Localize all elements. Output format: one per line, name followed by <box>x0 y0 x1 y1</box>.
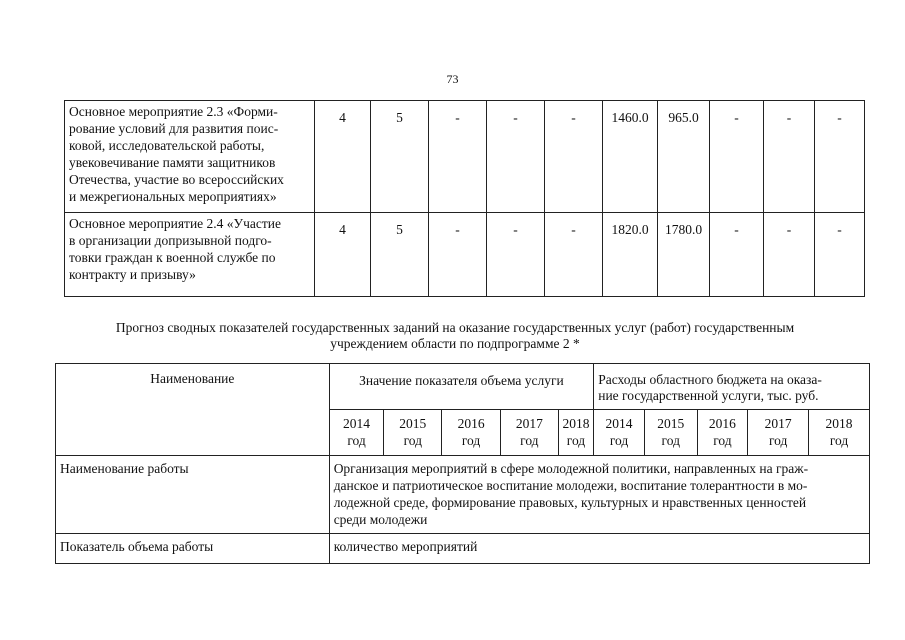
table-cell: - <box>815 101 865 213</box>
table-cell: - <box>710 101 764 213</box>
table-cell: - <box>815 213 865 297</box>
table-cell: - <box>545 101 603 213</box>
table-cell: - <box>764 101 815 213</box>
year-header: 2017 год <box>748 410 809 456</box>
activity-name: Основное мероприятие 2.3 «Форми- рование условий для развития поис- ковой, исследовательской работы, увековечивание памяти защитников Отечества, участие во всероссийских и межрегиональных мероприятиях» <box>65 101 315 213</box>
year-header: 2018 год <box>809 410 870 456</box>
table-cell: 4 <box>315 213 371 297</box>
table-cell: 1460.0 <box>603 101 658 213</box>
table-cell: - <box>764 213 815 297</box>
activities-table <box>64 100 865 297</box>
header-name: Наименование <box>56 364 330 456</box>
activity-name: Основное мероприятие 2.4 «Участие в организации допризывной подго- товки граждан к военной службе по контракту и призыву» <box>65 213 315 297</box>
table-cell: 4 <box>315 101 371 213</box>
table-row <box>65 213 865 297</box>
forecast-table <box>55 363 870 564</box>
page-number: 73 <box>446 72 459 86</box>
table-row <box>65 101 865 213</box>
table-cell: - <box>545 213 603 297</box>
row-label: Показатель объема работы <box>56 534 330 564</box>
forecast-caption: Прогноз сводных показателей государственных заданий на оказание государственных услуг (работ) государственным учреждением области по подпрограмме 2 * <box>115 320 795 351</box>
year-header: 2015 год <box>644 410 697 456</box>
table-cell: 1780.0 <box>658 213 710 297</box>
table-cell: 5 <box>371 101 429 213</box>
row-value: Организация мероприятий в сфере молодежной политики, направленных на граж- данское и патриотическое воспитание молодежи, воспитание толерантности в мо- лодежной среде, формирование правовых, культурных и нравственных ценностей среди молодежи <box>329 456 869 534</box>
year-header: 2015 год <box>384 410 442 456</box>
year-header: 2018 год <box>558 410 593 456</box>
table-cell: - <box>487 213 545 297</box>
row-label: Наименование работы <box>56 456 330 534</box>
year-header: 2016 год <box>697 410 748 456</box>
table-cell: - <box>429 213 487 297</box>
table-cell: - <box>710 213 764 297</box>
table-cell: 965.0 <box>658 101 710 213</box>
table-cell: - <box>487 101 545 213</box>
table-cell: - <box>429 101 487 213</box>
year-header: 2017 год <box>500 410 558 456</box>
year-header: 2016 год <box>442 410 501 456</box>
table-cell: 1820.0 <box>603 213 658 297</box>
year-header: 2014 год <box>329 410 384 456</box>
header-expenses: Расходы областного бюджета на оказа- ние государственной услуги, тыс. руб. <box>594 364 870 410</box>
year-header: 2014 год <box>594 410 645 456</box>
table-header-row <box>56 364 870 410</box>
table-cell: 5 <box>371 213 429 297</box>
row-value: количество мероприятий <box>329 534 869 564</box>
table-row <box>56 456 870 534</box>
table-row <box>56 534 870 564</box>
header-volume: Значение показателя объема услуги <box>329 364 594 410</box>
